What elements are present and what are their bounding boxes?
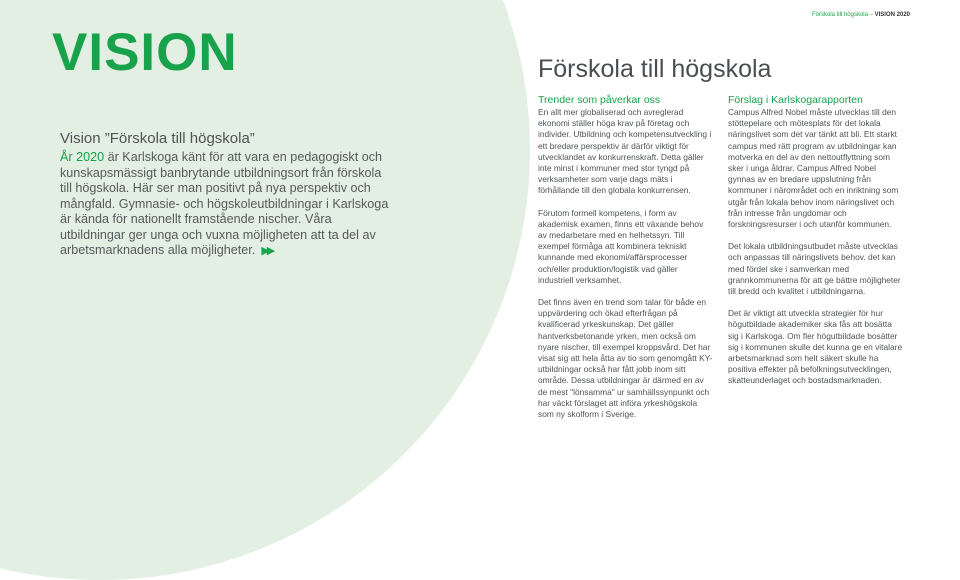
running-header: [812, 12, 910, 18]
column-proposals-paragraph: Det är viktigt att utveckla strategier för hur högutbildade akademiker ska fås att bosätta sig i Karlskoga. Om fler högutbildade bosätter sig i kommunen skulle det kunna ge en vitalare arbetsmarknad som helt säkert skulle ha positiva effekter på befolkningsutvecklingen, skatteunderlaget och bostadsmarknaden.: [728, 308, 903, 386]
column-proposals: [728, 94, 904, 398]
column-trends-heading: Trender som påverkar oss: [538, 94, 661, 106]
vision-intro: [60, 130, 390, 260]
column-trends-paragraph: En allt mer globaliserad och avreglerad ekonomi ställer höga krav på företag och individer. Utbildning och kompetensutveckling i ett bredare perspektiv är därför viktigt för utvecklandet av konkurrenskraft. Detta gäller inte minst i kommuner med stor tyngd på verksamheter som varje dags mäts i förhållande till den globala konkurrensen.: [538, 107, 712, 196]
header-section-label: Förskola till högskola: [811, 12, 868, 18]
column-trends: [538, 94, 714, 431]
header-separator: –: [867, 12, 875, 18]
column-proposals-paragraph: Det lokala utbildningsutbudet måste utvecklas och anpassas till näringslivets behov. det kan med fördel ske i samverkan med grannkommunerna för att ge bättre möjligheter till bredd och kvalitet i utbildningarna.: [728, 241, 901, 297]
column-proposals-paragraph: Campus Alfred Nobel måste utvecklas till den stöttepelare och mötesplats för det lokala näringslivet som det var tänkt att bli. Ett starkt campus med rätt program av utbildningar kan motverka en del av den nettoutflyttning som sker i unga åldrar. Campus Alfred Nobel gynnas av en bredare uppslutning från kommuner i närområdet och en inriktning som utgår från lokala behov inom näringslivet och från intresse från ungdomar och forskningsresurser i och utanför kommunen.: [728, 107, 899, 230]
continue-arrows-icon: ▶▶: [261, 245, 273, 257]
header-section-title: VISION 2020: [874, 12, 910, 18]
column-trends-paragraph: Förutom formell kompetens, i form av akademisk examen, finns ett växande behov av medarbetare med en helhetssyn. Till exempel förmåga att kombinera tekniskt kunnande med ekonomi/affärsprocesser och/eller produktion/logistik vad gäller industriell verksamhet.: [538, 207, 704, 285]
vision-title: VISION: [52, 23, 238, 82]
page-title: Förskola till högskola: [538, 55, 772, 83]
column-trends-paragraph: Det finns även en trend som talar för både en uppvärdering och ökad efterfrågan på kvalificerad yrkeskunskap. Det gäller hantverksbetonande yrken, men också om nyare nischer, till exempel kroppsvård. Det har visat sig att hela åtta av tio som genomgått KY-utbildningar också har fått jobb inom sitt område. Dessa utbildningar är därmed en av de mest "lönsamma" ur samhällssynpunkt och har väckt förslaget att införa yrkeshögskola som ny skolform i Sverige.: [538, 297, 713, 420]
vision-year: År 2020: [60, 150, 105, 164]
vision-intro-text: är Karlskoga känt för att vara en pedagogiskt och kunskapsmässigt banbrytande utbildningsort från förskola till högskola. Här ser man positivt på nya perspektiv och mångfald. Gymnasie- och högskoleutbildningar i Karlskoga är kända för nationellt framstående nischer. Våra utbildningar ger unga och vuxna möjligheten att ta del av arbetsmarknadens alla möjligheter.: [60, 150, 389, 257]
vision-subheading: Vision ”Förskola till högskola”: [60, 130, 255, 147]
column-proposals-heading: Förslag i Karlskogarapporten: [728, 94, 863, 106]
